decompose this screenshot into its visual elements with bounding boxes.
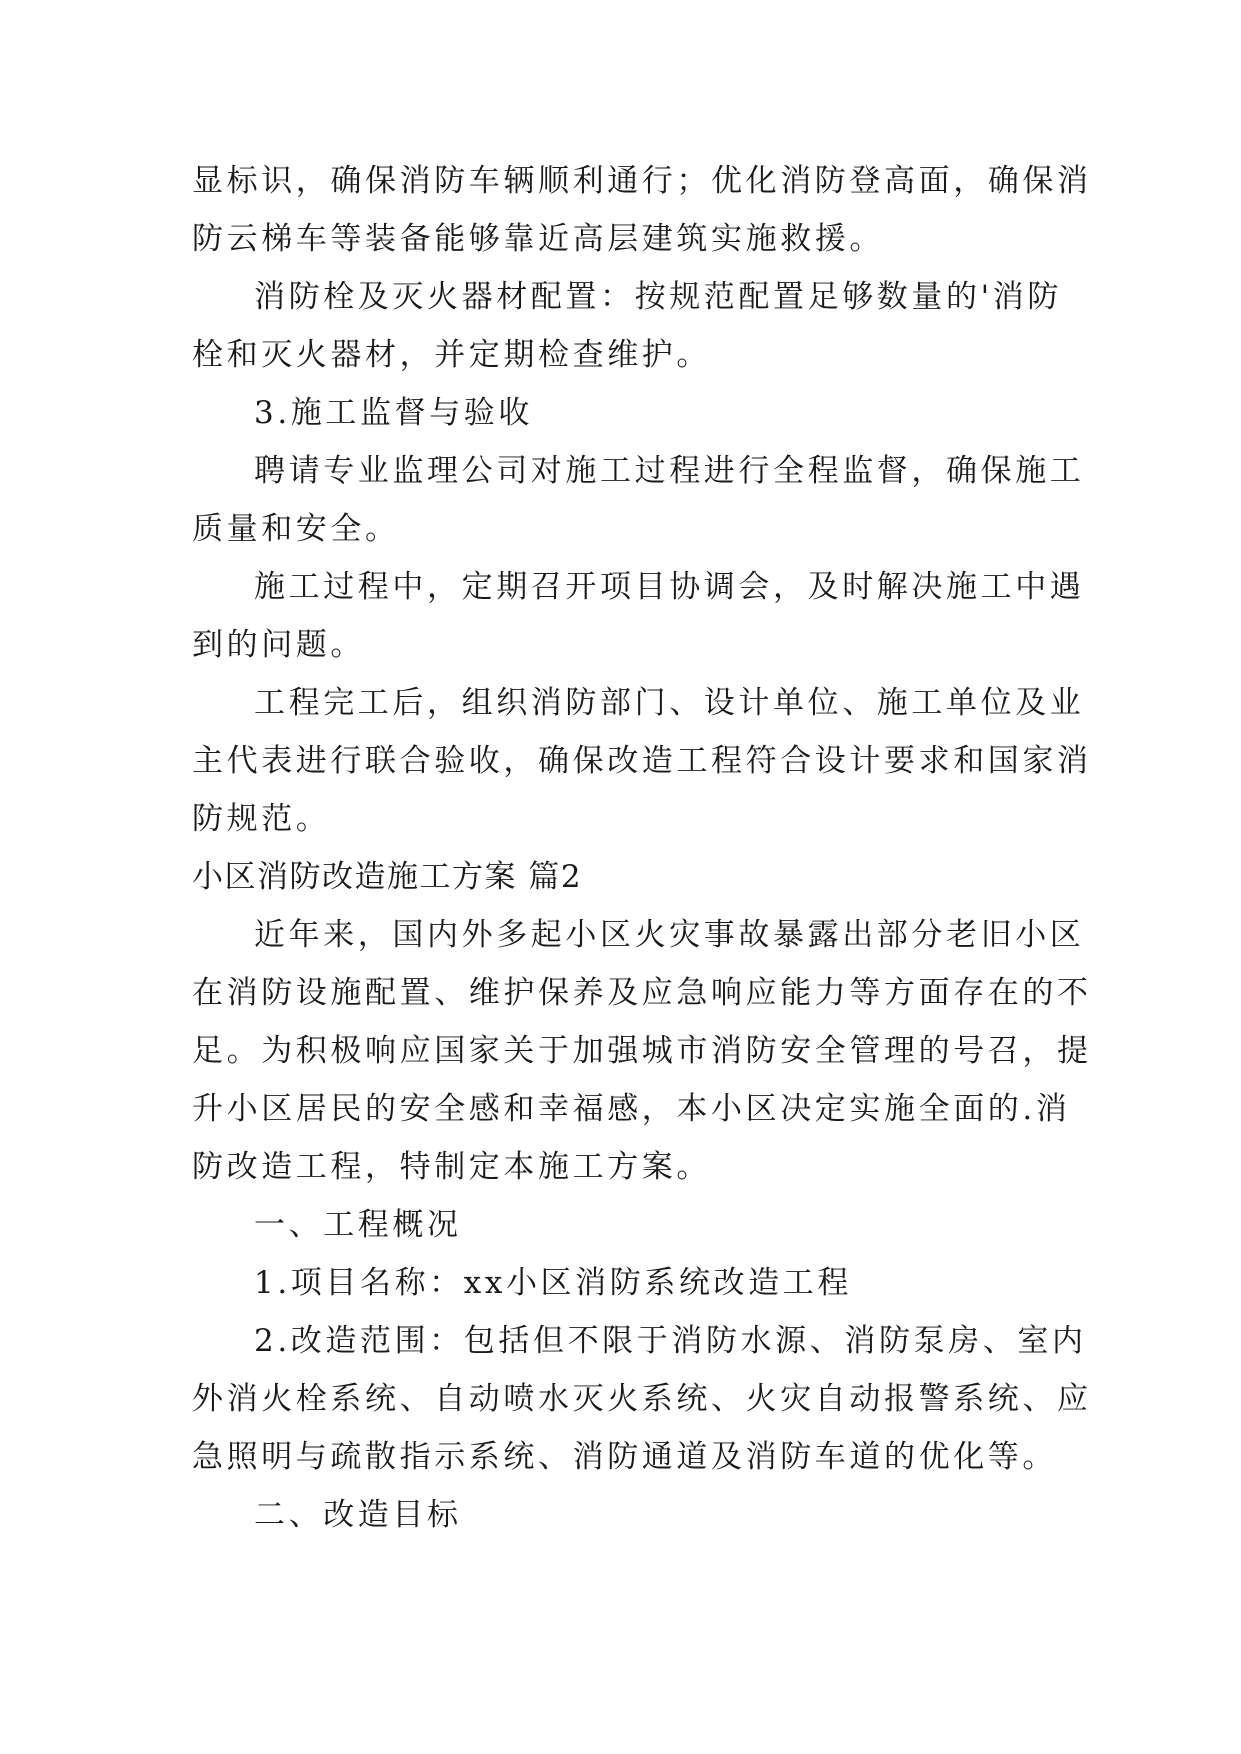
article-heading: 小区消防改造施工方案 篇2 [192,859,583,895]
body-text-line: 足。为积极响应国家关于加强城市消防安全管理的号召，提 [192,1033,1092,1069]
body-text-line: 防改造工程，特制定本施工方案。 [192,1149,711,1185]
list-item: 1.项目名称：xx小区消防系统改造工程 [254,1265,852,1301]
body-text-line: 防云梯车等装备能够靠近高层建筑实施救援。 [192,221,884,257]
body-text-line: 急照明与疏散指示系统、消防通道及消防车道的优化等。 [192,1439,1057,1475]
paragraph-first-line: 近年来，国内外多起小区火灾事故暴露出部分老旧小区 [254,917,1085,953]
body-text-line: 外消火栓系统、自动喷水灭火系统、火灾自动报警系统、应 [192,1381,1092,1417]
body-text-line: 升小区居民的安全感和幸福感，本小区决定实施全面的.消 [192,1091,1071,1127]
document-body [192,152,1092,1544]
body-text-line: 显标识，确保消防车辆顺利通行；优化消防登高面，确保消 [192,163,1092,199]
section-subheading: 3.施工监督与验收 [254,395,533,431]
list-item: 2.改造范围：包括但不限于消防水源、消防泵房、室内 [254,1323,1087,1359]
paragraph-first-line: 聘请专业监理公司对施工过程进行全程监督，确保施工 [254,453,1085,489]
section-heading: 一、工程概况 [254,1207,462,1243]
paragraph-first-line: 施工过程中，定期召开项目协调会，及时解决施工中遇 [254,569,1085,605]
body-text-line: 到的问题。 [192,627,365,663]
body-text-line: 质量和安全。 [192,511,400,547]
body-text-line: 在消防设施配置、维护保养及应急响应能力等方面存在的不 [192,975,1092,1011]
section-heading: 二、改造目标 [254,1497,462,1533]
body-text-line: 防规范。 [192,801,331,837]
body-text-line: 栓和灭火器材，并定期检查维护。 [192,337,711,373]
paragraph-first-line: 工程完工后，组织消防部门、设计单位、施工单位及业 [254,685,1085,721]
paragraph-first-line: 消防栓及灭火器材配置：按规范配置足够数量的'消防 [254,279,1062,315]
body-text-line: 主代表进行联合验收，确保改造工程符合设计要求和国家消 [192,743,1092,779]
